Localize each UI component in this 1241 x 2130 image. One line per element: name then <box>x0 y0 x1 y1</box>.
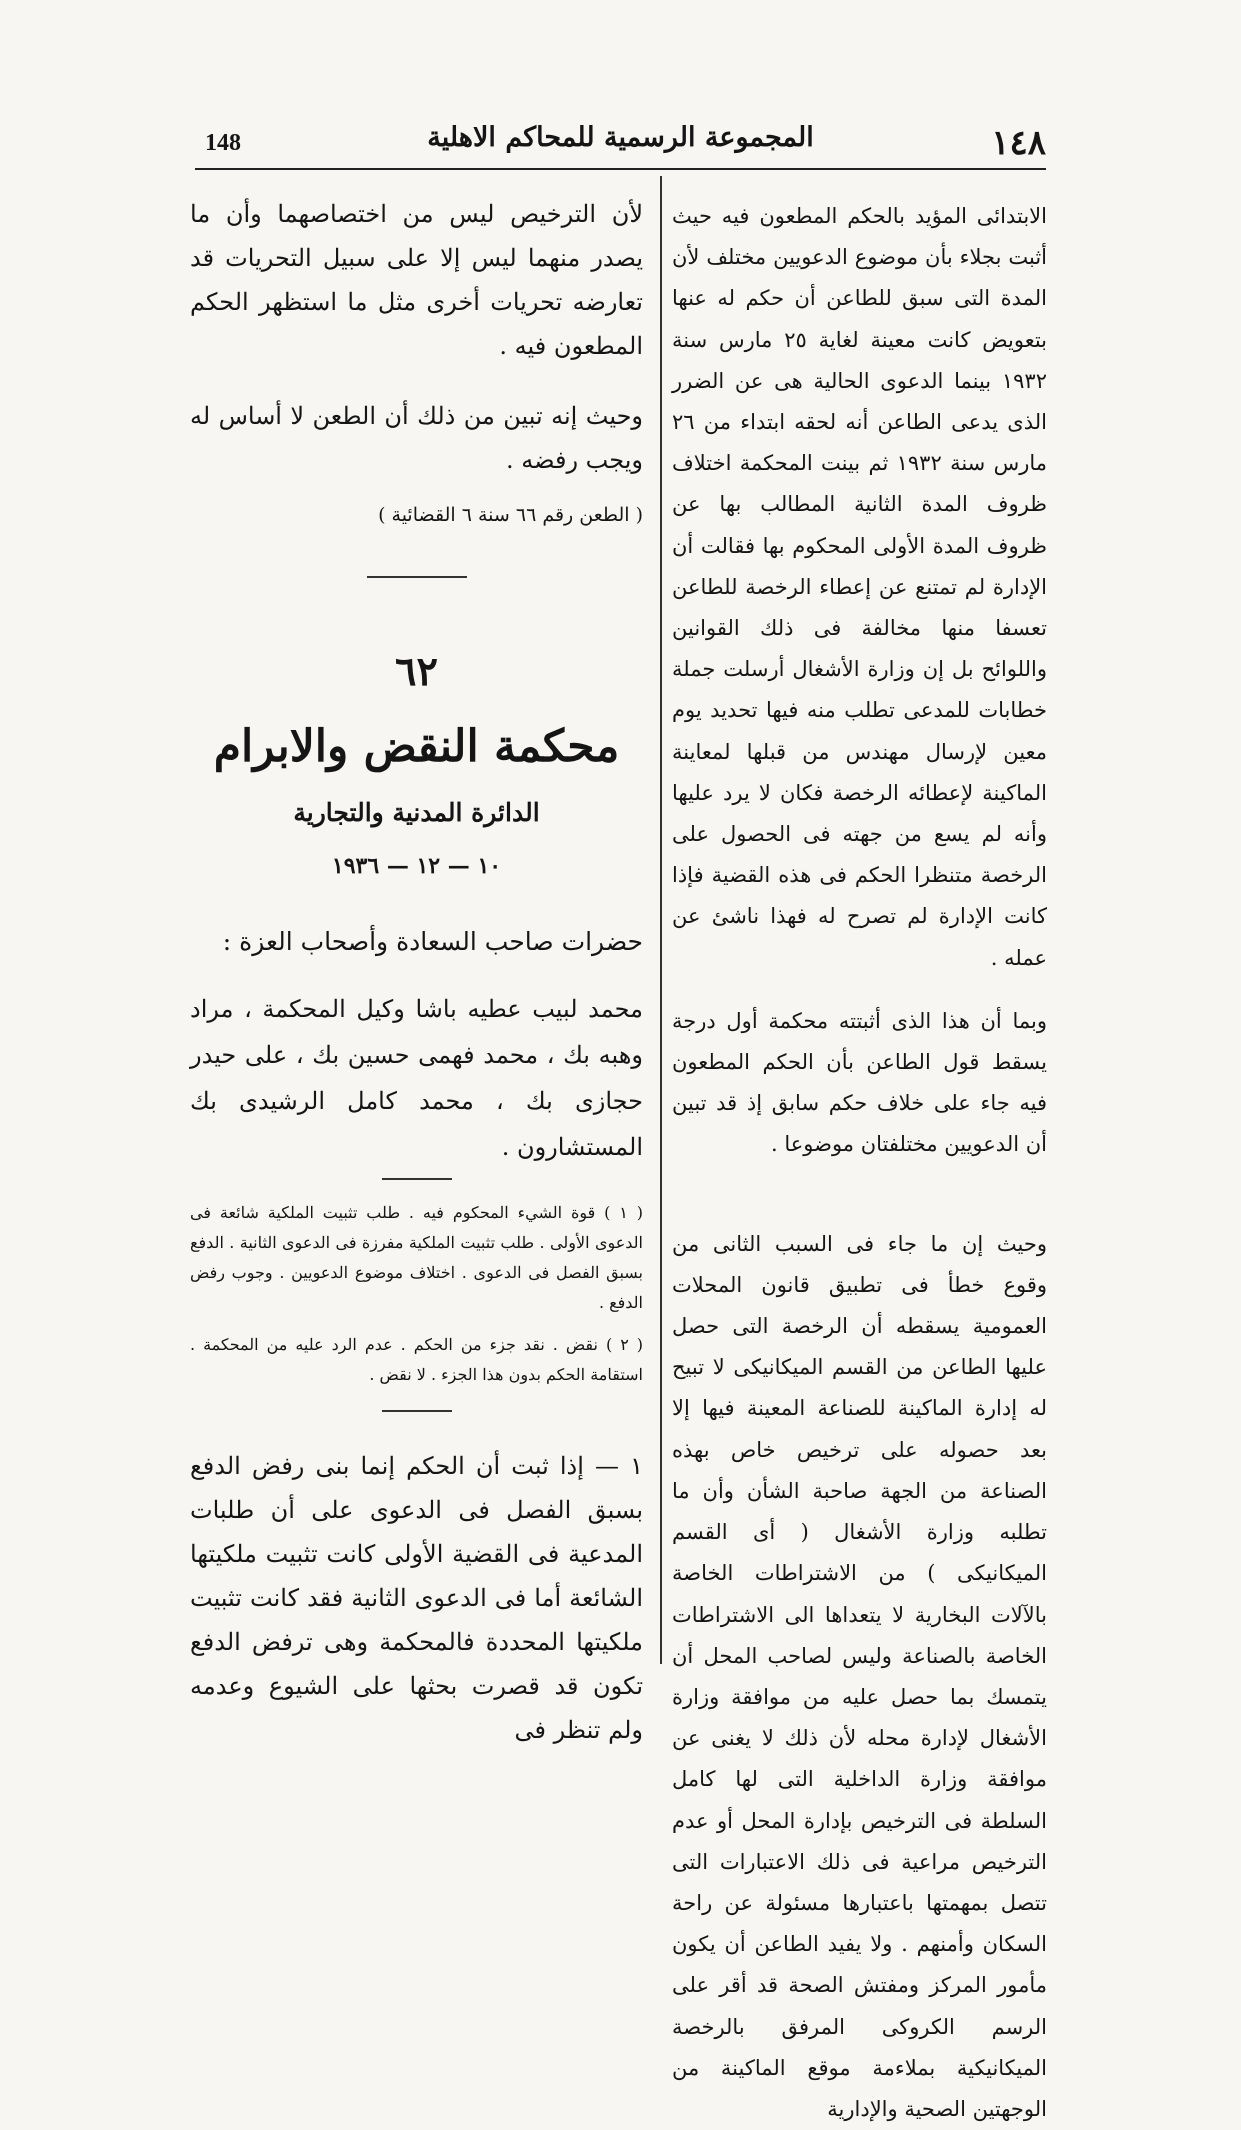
left-column <box>190 192 643 1752</box>
footnote-divider <box>382 1178 452 1180</box>
right-paragraph: الابتدائى المؤيد بالحكم المطعون فيه حيث أثبت بجلاء بأن موضوع الدعويين مختلف لأن المدة التى سبق للطاعن أن حكم له عنها بتعويض كانت معينة لغاية ٢٥ مارس سنة ١٩٣٢ بينما الدعوى الحالية هى عن الضرر الذى يدعى الطاعن أنه لحقه ابتداء من ٢٦ مارس سنة ١٩٣٢ ثم بينت المحكمة اختلاف ظروف المدة الثانية المطالب بها عن ظروف المدة الأولى المحكوم بها فقالت أن الإدارة لم تمتنع عن إعطاء الرخصة للطاعن تعسفا منها مخالفة فى ذلك القوانين واللوائح بل إن وزارة الأشغال أرسلت جملة خطابات للمدعى تطلب منه فيها تحديد يوم معين لإرسال مهندس من قبلها لمعاينة الماكينة لإعطائه الرخصة فكان لا يرد عليها وأنه لم يسع من جهته فى الحصول على الرخصة متنظرا الحكم فى هذه القضية فإذا كانت الإدارة لم تصرح له فهذا ناشئ عن عمله . <box>672 204 1048 970</box>
principle-divider <box>382 1410 452 1412</box>
legal-principle: ١ — إذا ثبت أن الحكم إنما بنى رفض الدفع بسبق الفصل فى الدعوى على أن طلبات المدعية فى القضية الأولى كانت تثبيت ملكيتها الشائعة أما فى الدعوى الثانية فقد كانت تثبيت ملكيتها المحددة فالمحكمة وهى ترفض الدفع تكون قد قصرت بحثها على الشيوع وعدمه ولم تنظر فى <box>190 1452 643 1744</box>
page-number-arabic: ١٤٨ <box>991 123 1046 163</box>
page-header <box>195 108 1046 170</box>
appeal-reference: ( الطعن رقم ٦٦ سنة ٦ القضائية ) <box>378 504 643 526</box>
column-divider <box>660 176 662 1664</box>
circuit-name: الدائرة المدنية والتجارية <box>293 798 540 827</box>
right-paragraph: وبما أن هذا الذى أثبتته محكمة أول درجة يسقط قول الطاعن بأن الحكم المطعون فيه جاء على خلاف حكم سابق إذ قد تبين أن الدعويين مختلفتان موضوعا . <box>672 1008 1047 1157</box>
case-number: ٦٢ <box>395 648 438 695</box>
court-name: محكمة النقض والابرام <box>213 721 620 772</box>
footnote: ( ٢ ) نقض . نقد جزء من الحكم . عدم الرد عليه من المحكمة . استقامة الحكم بدون هذا الجزء . لا نقض . <box>190 1335 644 1384</box>
section-divider <box>367 576 467 578</box>
right-column <box>672 196 1047 2130</box>
right-paragraph: وحيث إن ما جاء فى السبب الثانى من وقوع خطأ فى تطبيق قانون المحلات العمومية يسقطه أن الرخصة التى حصل عليها الطاعن من القسم الميكانيكى لا تبيح له إدارة الماكينة للصناعة المعينة فيها إلا بعد حصوله على ترخيص خاص بهذه الصناعة من الجهة صاحبة الشأن وأن ما تطلبه وزارة الأشغال ( أى القسم الميكانيكى ) من الاشتراطات الخاصة بالآلات البخارية لا يتعداها الى الاشتراطات الخاصة بالصناعة وليس لصاحب المحل أن يتمسك بما حصل عليه من موافقة وزارة الأشغال لإدارة محله لأن ذلك لا يغنى عن موافقة وزارة الداخلية التى لها كامل السلطة فى الترخيص بإدارة المحل أو عدم الترخيص مراعية فى ذلك الاعتبارات التى تتصل بمهمتها باعتبارها مسئولة عن راحة السكان وأمنهم . ولا يفيد الطاعن أن يكون مأمور المركز ومفتش الصحة قد أقر على الرسم الكروكى المرفق بالرخصة الميكانيكية بملاءمة موقع الماكينة من الوجهتين الصحية والإدارية <box>672 1231 1047 2121</box>
footnote: ( ١ ) قوة الشيء المحكوم فيه . طلب تثبيت الملكية شائعة فى الدعوى الأولى . طلب تثبيت الملكية مفرزة فى الدعوى الثانية . الدفع بسبق الفصل فى الدعوى . اختلاف موضوع الدعويين . وجوب رفض الدفع . <box>190 1203 644 1312</box>
presence-line: حضرات صاحب السعادة وأصحاب العزة : <box>222 927 643 956</box>
left-paragraph: لأن الترخيص ليس من اختصاصهما وأن ما يصدر منهما ليس إلا على سبيل التحريات قد تعارضه تحريات أخرى مثل ما استظهر الحكم المطعون فيه . <box>190 200 643 360</box>
running-title: المجموعة الرسمية للمحاكم الاهلية <box>427 122 814 153</box>
left-paragraph: وحيث إنه تبين من ذلك أن الطعن لا أساس له ويجب رفضه . <box>190 402 643 474</box>
judges-list: محمد لبيب عطيه باشا وكيل المحكمة ، مراد وهبه بك ، محمد فهمى حسين بك ، على حيدر حجازى بك ، محمد كامل الرشيدى بك المستشارون . <box>190 995 643 1161</box>
judgment-date: ١٠ — ١٢ — ١٩٣٦ <box>331 853 502 879</box>
page-number-latin: 148 <box>205 130 241 156</box>
